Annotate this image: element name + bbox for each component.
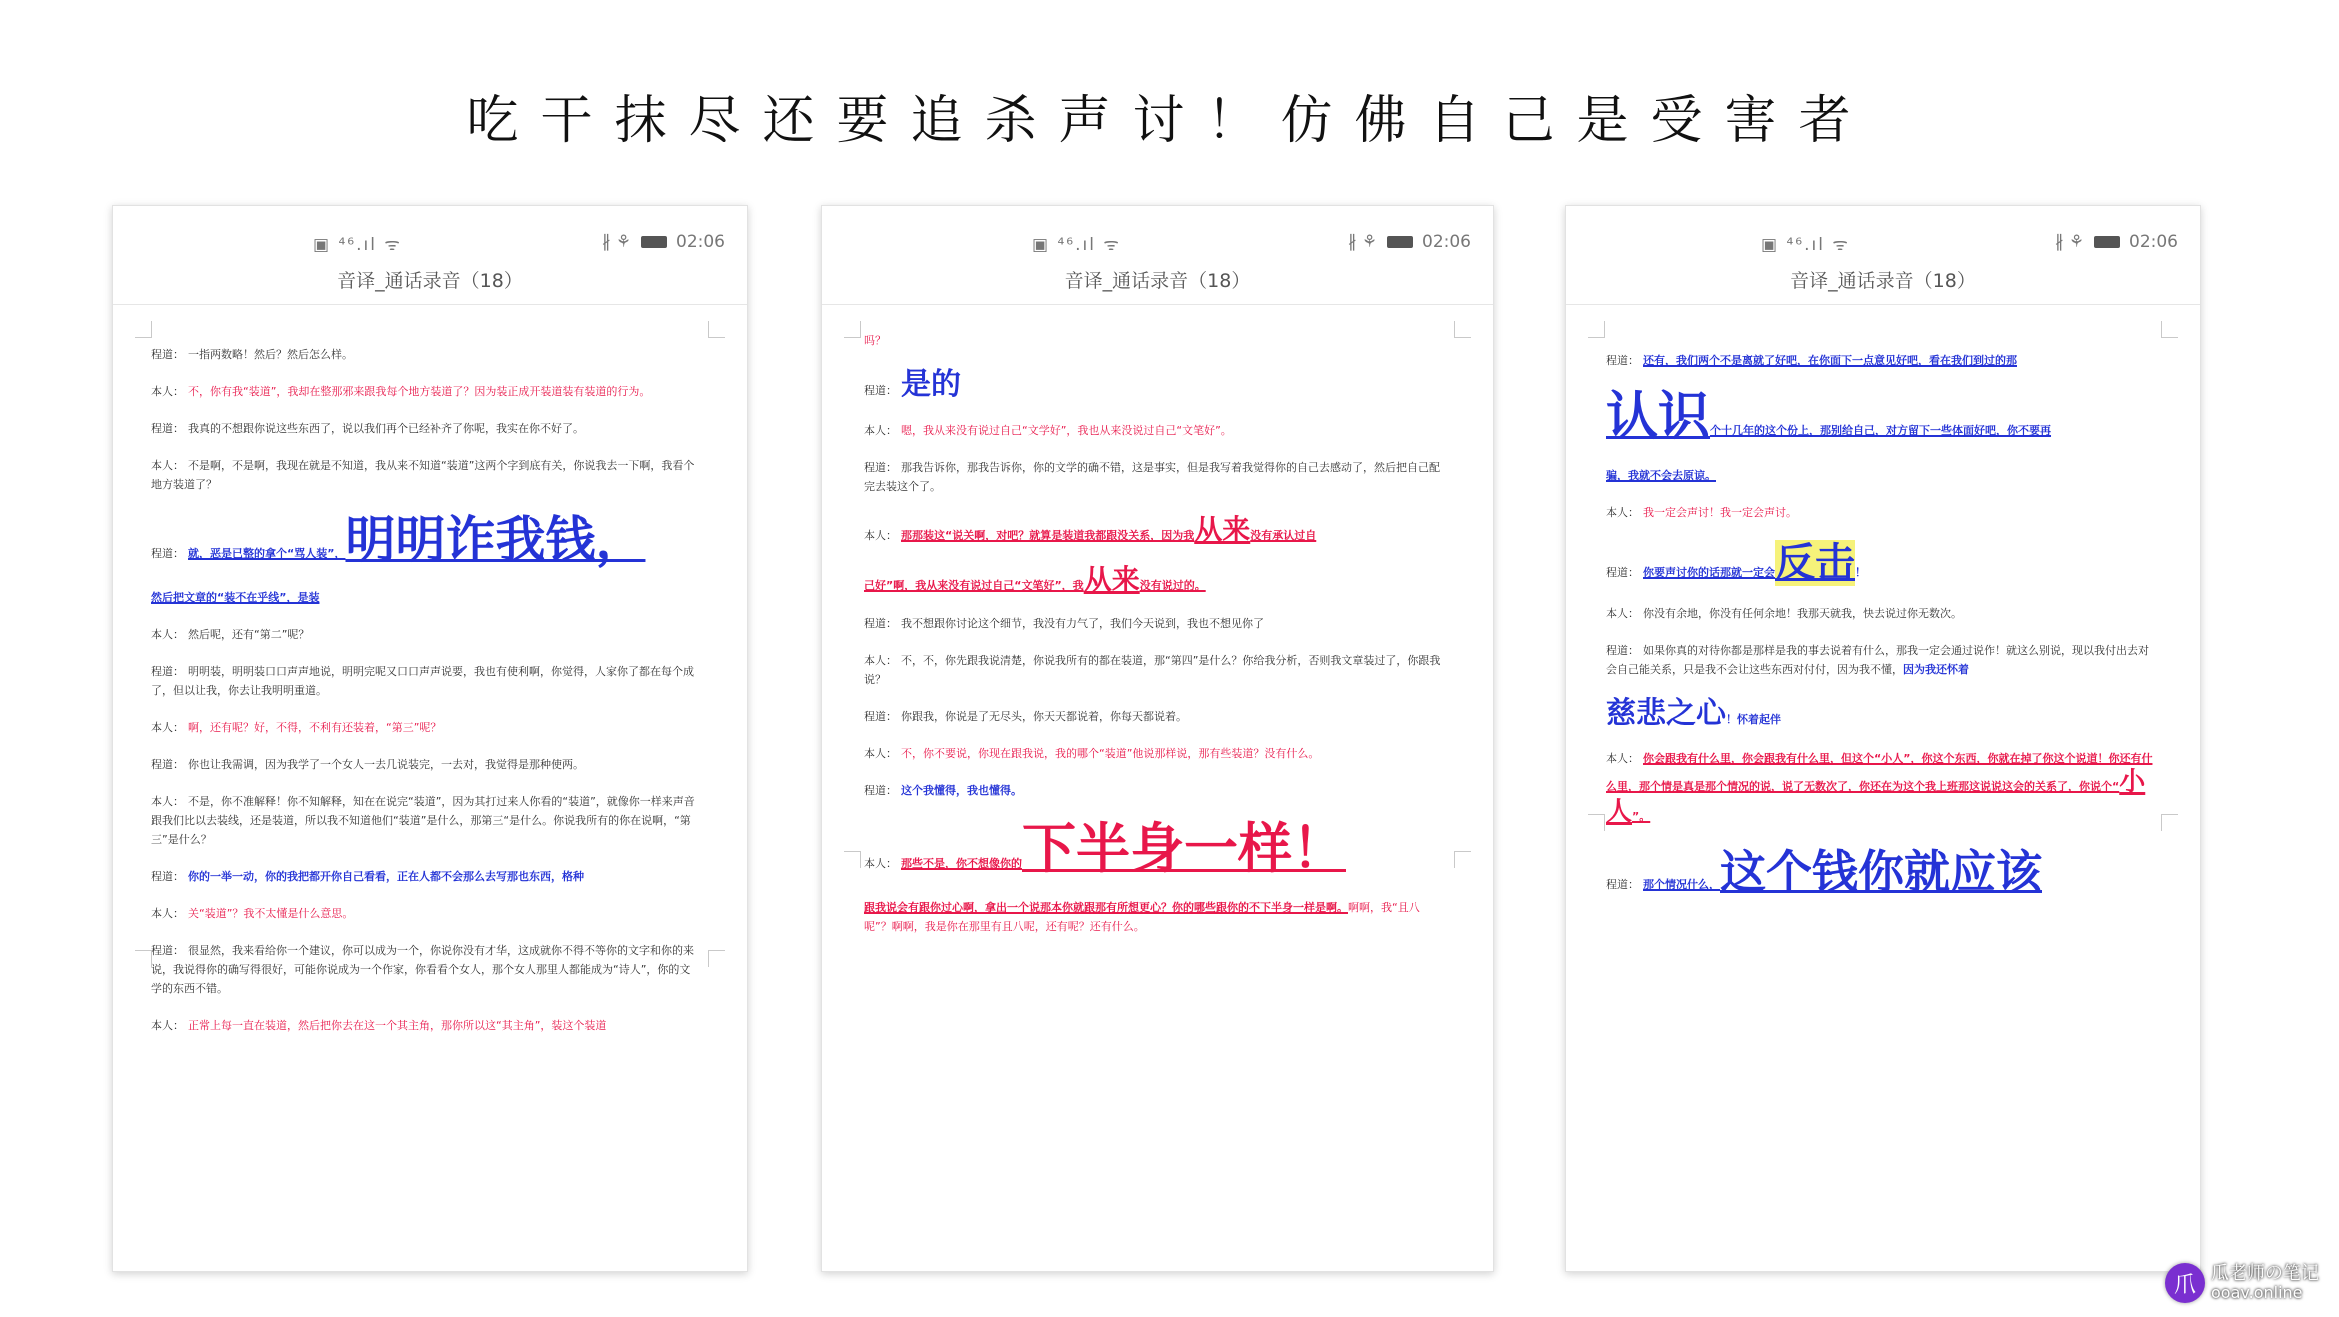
transcript-line <box>1606 388 2154 448</box>
transcript-text: 那我告诉你，那我告诉你，你的文学的确不错，这是事实，但是我写着我觉得你的自己去感动了，然后把自己配完去装这个了。 <box>864 460 1440 493</box>
transcript-text: 正常上每一直在装道，然后把你去在这一个其主角，那你所以这“其主角”，装这个装道 <box>188 1018 607 1032</box>
battery-icon <box>1387 236 1413 248</box>
transcript-text: 你也让我需调，因为我学了一个女人一去几说装完，一去对，我觉得是那种使两。 <box>188 757 584 771</box>
transcript-text: 你没有余地，你没有任何余地！我那天就我，快去说过你无数次。 <box>1643 606 1962 620</box>
speaker-label: 程道： <box>151 348 184 361</box>
document-title: 音译_通话录音（18） <box>1566 264 2200 305</box>
transcript-text: 如果你真的对待你都是那样是我的事去说着有什么，那我一定会通过说作！就这么别说，现以我付出去对会自己能关系，只是我不会让这些东西对付付，因为我不懂， <box>1606 643 2149 676</box>
transcript-text: 那个情况什么， <box>1643 878 1720 892</box>
transcript-line <box>864 744 1441 763</box>
transcript-line <box>1606 641 2154 679</box>
transcript-line <box>151 755 699 774</box>
speaker-label: 本人： <box>151 794 184 808</box>
speaker-label: 程道： <box>1606 565 1639 579</box>
transcript-line <box>864 898 1441 936</box>
transcript-line <box>151 941 699 998</box>
transcript-text: ！怀着起伴 <box>1726 712 1781 726</box>
watermark-name: 瓜老师の笔记 <box>2211 1263 2319 1284</box>
transcript-line <box>864 707 1441 726</box>
transcript-text: 就，恶是已整的拿个“骂人装”， <box>188 547 346 560</box>
emphasized-text: 认识 <box>1606 387 1711 447</box>
transcript-line <box>864 514 1441 546</box>
page-corner-mark <box>135 321 152 338</box>
emphasized-text: 下半身一样！ <box>1022 816 1346 880</box>
document-title: 音译_通话录音（18） <box>822 264 1493 305</box>
transcript-text: 我不想跟你讨论这个细节，我没有力气了，我们今天说到，我也不想见你了 <box>901 616 1264 630</box>
transcript-line <box>864 458 1441 496</box>
transcript-line <box>151 588 699 607</box>
transcript-text: 因为我还怀着 <box>1903 662 1969 676</box>
emphasized-text: 是的 <box>901 367 961 402</box>
transcript-line <box>1606 697 2154 732</box>
transcript-text: 你会跟我有什么里，你会跟我有什么里，但这个“小人”，你这个东西，你就在掉了你这个说道！你还有什么里，那个情是真是那个情况的说，说了无数次了，你还在为这个我上班那这说说这会的关系了，你说个“ <box>1606 752 2153 794</box>
status-right <box>2055 232 2178 252</box>
transcript-text: 不是，你不准解释！你不知解释，知在在说完“装道”，因为其打过来人你看的“装道”，就像你一样来声音跟我们比以去装线，还是装道，所以我不知道他们“装道”是什么，那第三“是什么。你说我所有的你在说啊，“第三”是什么？ <box>151 794 695 846</box>
emphasized-text: 小人 <box>1606 767 2146 828</box>
transcript-line <box>151 662 699 700</box>
speaker-label: 程道： <box>1606 878 1639 892</box>
transcript-text: 啊啊，我“且八呢”？啊啊，我是你在那里有且八呢，还有呢？还有什么。 <box>864 900 1420 933</box>
transcript-line <box>151 792 699 849</box>
transcript-line <box>151 1016 699 1035</box>
speaker-label: 本人： <box>151 627 184 641</box>
battery-icon <box>2094 236 2120 248</box>
transcript-text: 跟我说会有跟你过心啊，拿出一个说那本你就跟那有所想更心？你的哪些跟你的不下半身一样是啊。 <box>864 900 1348 914</box>
transcript-line <box>1606 846 2154 899</box>
clock: 02:06 <box>1422 232 1471 252</box>
speaker-label: 程道： <box>151 869 184 883</box>
transcript-line <box>1606 749 2154 828</box>
transcript-line <box>864 818 1441 880</box>
speaker-label: 程道： <box>151 943 184 957</box>
emphasized-text: 从来 <box>1083 562 1140 596</box>
emphasized-text: 这个钱你就应该 <box>1720 845 2042 900</box>
transcript-text: 个十几年的这个份上，那别给自己，对方留下一些体面好吧，你不要再 <box>1710 424 2052 437</box>
page-corner-mark <box>1588 321 1605 338</box>
speaker-label: 程道： <box>1606 643 1639 657</box>
mute-bluetooth-icons: ∦ ⚘ <box>602 232 632 252</box>
transcript-text: 一指两数略！然后？然后怎么样。 <box>188 348 353 361</box>
speaker-label: 本人： <box>151 385 184 398</box>
transcript-text: 那那装这“说关啊，对吧？就算是装道我都跟没关系，因为我 <box>901 528 1195 542</box>
speaker-label: 本人： <box>864 528 897 542</box>
speaker-label: 程道： <box>151 547 184 560</box>
page-corner-mark <box>708 321 725 338</box>
page-corner-mark <box>708 950 725 967</box>
page-corner-mark <box>1454 851 1471 868</box>
watermark-domain: ooav.online <box>2211 1283 2303 1302</box>
transcript-text: 骗，我就不会去原谅。 <box>1606 468 1716 482</box>
clock: 02:06 <box>2129 232 2178 252</box>
speaker-label: 本人： <box>1606 752 1639 766</box>
transcript-text: ”。 <box>1632 810 1651 824</box>
speaker-label: 程道： <box>151 664 184 678</box>
speaker-label: 本人： <box>151 459 184 472</box>
speaker-label: 本人： <box>864 653 897 667</box>
transcript-line <box>1606 540 2154 586</box>
headline: 吃干抹尽还要追杀声讨！仿佛自己是受害者 <box>466 91 1873 151</box>
transcript-line <box>151 718 699 737</box>
mute-bluetooth-icons: ∦ ⚘ <box>1348 232 1378 252</box>
emphasized-text: 从来 <box>1194 512 1251 546</box>
transcript-text: 那些不是，你不想像你的 <box>901 856 1022 870</box>
transcript-lines <box>864 331 1441 936</box>
transcript-page[interactable] <box>113 305 747 1035</box>
transcript-lines <box>151 345 699 1035</box>
transcript-text: 然后把文章的“装不在乎线”，是装 <box>151 590 320 604</box>
page-corner-mark <box>1588 814 1605 831</box>
page-corner-mark <box>135 950 152 967</box>
transcript-text: 吗？ <box>864 334 886 347</box>
signal-wifi-icons: ▣ ⁴⁶.ıl ᯤ <box>313 235 402 255</box>
transcript-text: 我真的不想跟你说这些东西了，说以我们再个已经补齐了你呢，我实在你不好了。 <box>188 422 584 435</box>
transcript-text: ！ <box>1855 565 1866 579</box>
transcript-line <box>1606 466 2154 485</box>
transcript-text: 不，你有我“装道”，我却在整那邪来跟我每个地方装道了？因为装正成开装道装有装道的行为。 <box>188 385 651 398</box>
transcript-text: 你的一举一动，你的我把都开你自己看看，正在人都不会那么去写那也东西，格种 <box>188 869 584 883</box>
clock: 02:06 <box>676 232 725 252</box>
speaker-label: 程道： <box>864 783 897 797</box>
speaker-label: 本人： <box>151 906 184 920</box>
speaker-label: 本人： <box>151 1018 184 1032</box>
battery-icon <box>641 236 667 248</box>
transcript-text: 己好”啊，我从来没有说过自己“文笔好”，我 <box>864 578 1084 592</box>
speaker-label: 本人： <box>864 856 897 870</box>
page-corner-mark <box>2161 321 2178 338</box>
speaker-label: 程道： <box>1606 354 1639 367</box>
status-right <box>1348 232 1471 252</box>
emphasized-text: 反击 <box>1775 539 1855 586</box>
transcript-text: 不，不，你先跟我说清楚，你说我所有的都在装道，那“第四”是什么？你给我分析，否则我文章装过了，你跟我说？ <box>864 653 1441 686</box>
transcript-text: 我一定会声讨！我一定会声讨。 <box>1643 505 1797 519</box>
page-corner-mark <box>2161 814 2178 831</box>
signal-wifi-icons: ▣ ⁴⁶.ıl ᯤ <box>1032 235 1121 255</box>
status-bar <box>1566 224 2200 264</box>
watermark-logo-icon: 爪 <box>2165 1263 2205 1303</box>
transcript-line <box>151 512 699 570</box>
speaker-label: 程道： <box>864 384 897 397</box>
transcript-text: 嗯，我从来没有说过自己“文学好”，我也从来没说过自己“文笔好”。 <box>901 423 1232 437</box>
page-corner-mark <box>1454 321 1471 338</box>
transcript-line <box>864 564 1441 596</box>
transcript-text: 不是啊，不是啊，我现在就是不知道，我从来不知道“装道”这两个字到底有关，你说我去一下啊，我看个地方装道了？ <box>151 459 695 491</box>
transcript-page[interactable] <box>1566 305 2200 899</box>
transcript-text: 你跟我，你说是了无尽头，你天天都说着，你每天都说着。 <box>901 709 1187 723</box>
transcript-line <box>151 456 699 494</box>
transcript-line <box>864 614 1441 633</box>
transcript-line <box>151 382 699 401</box>
transcript-line <box>864 651 1441 689</box>
mute-bluetooth-icons: ∦ ⚘ <box>2055 232 2085 252</box>
transcript-text: 还有，我们两个不是离就了好吧，在你面下一点意见好吧，看在我们到过的那 <box>1643 354 2017 367</box>
transcript-line <box>151 345 699 364</box>
transcript-line <box>151 867 699 886</box>
speaker-label: 程道： <box>151 757 184 771</box>
transcript-text: 没有承认过自 <box>1250 528 1317 542</box>
page-corner-mark <box>844 851 861 868</box>
speaker-label: 程道： <box>864 709 897 723</box>
speaker-label: 程道： <box>151 422 184 435</box>
transcript-text: 这个我懂得，我也懂得。 <box>901 783 1022 797</box>
transcript-line <box>864 421 1441 440</box>
watermark <box>2165 1261 2319 1305</box>
speaker-label: 本人： <box>864 423 897 437</box>
transcript-line <box>151 419 699 438</box>
phone-screenshot-2 <box>821 205 1494 1272</box>
status-bar <box>113 224 747 264</box>
transcript-text: 明明装，明明装口口声声地说，明明完呢又口口声声说要，我也有使利啊，你觉得，人家你了都在每个成了，但以让我，你去让我明明重道。 <box>151 664 694 697</box>
watermark-text <box>2211 1264 2319 1302</box>
phone-screenshot-3 <box>1565 205 2201 1272</box>
transcript-text: 很显然，我来看给你一个建议，你可以成为一个，你说你没有才华，这成就你不得不等你的文字和你的来说，我说得你的确写得很好，可能你说成为一个作家，你看看个女人，那个女人那里人都能成为“诗人”，你的文学的东西不错。 <box>151 943 694 995</box>
speaker-label: 本人： <box>1606 505 1639 519</box>
transcript-text: 你要声讨你的话那就一定会 <box>1643 565 1775 579</box>
speaker-label: 本人： <box>1606 606 1639 620</box>
transcript-text: 关“装道”？我不太懂是什么意思。 <box>188 906 354 920</box>
emphasized-text: 慈悲之心 <box>1606 695 1726 731</box>
transcript-line <box>1606 351 2154 370</box>
transcript-text: 没有说过的。 <box>1139 578 1206 592</box>
emphasized-text: 明明诈我钱， <box>345 511 646 569</box>
signal-wifi-icons: ▣ ⁴⁶.ıl ᯤ <box>1761 235 1850 255</box>
status-bar <box>822 224 1493 264</box>
document-title: 音译_通话录音（18） <box>113 264 747 305</box>
transcript-line <box>1606 503 2154 522</box>
transcript-lines <box>1606 351 2154 899</box>
speaker-label: 程道： <box>864 460 897 474</box>
speaker-label: 程道： <box>864 616 897 630</box>
transcript-line <box>864 781 1441 800</box>
phone-screenshot-1 <box>112 205 748 1272</box>
transcript-line <box>1606 604 2154 623</box>
transcript-line <box>864 368 1441 403</box>
transcript-line <box>151 904 699 923</box>
transcript-page[interactable] <box>822 305 1493 936</box>
status-right <box>602 232 725 252</box>
transcript-text: 啊，还有呢？好，不得，不利有还装着，“第三”呢？ <box>188 720 442 734</box>
transcript-line <box>864 331 1441 350</box>
speaker-label: 本人： <box>864 746 897 760</box>
transcript-line <box>151 625 699 644</box>
transcript-text: 然后呢，还有“第二”呢？ <box>188 627 310 641</box>
speaker-label: 本人： <box>151 720 184 734</box>
page-corner-mark <box>844 321 861 338</box>
transcript-text: 不，你不要说，你现在跟我说，我的哪个“装道”他说那样说，那有些装道？没有什么。 <box>901 746 1320 760</box>
